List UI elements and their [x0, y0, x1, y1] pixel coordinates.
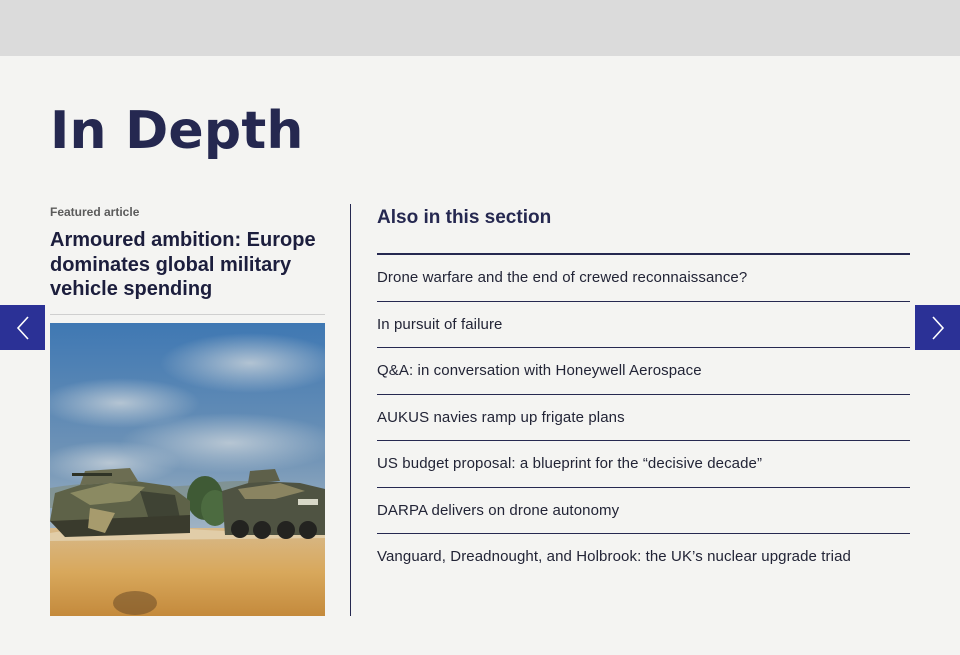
- article-link[interactable]: AUKUS navies ramp up frigate plans: [377, 408, 625, 426]
- article-link[interactable]: In pursuit of failure: [377, 315, 503, 333]
- list-item: [377, 302, 910, 349]
- article-link[interactable]: DARPA delivers on drone autonomy: [377, 501, 620, 519]
- top-banner: [0, 0, 960, 56]
- list-item: [377, 395, 910, 442]
- article-link[interactable]: US budget proposal: a blueprint for the “decisive decade”: [377, 455, 763, 473]
- article-link[interactable]: Drone warfare and the end of crewed reconnaissance?: [377, 269, 748, 287]
- armoured-vehicles-photo: [50, 323, 325, 616]
- chevron-right-icon: [930, 315, 946, 341]
- carousel-prev-button[interactable]: [0, 305, 45, 350]
- featured-article: [50, 204, 325, 315]
- chevron-left-icon: [15, 315, 31, 341]
- list-item: [377, 488, 910, 535]
- also-in-section: [377, 204, 910, 580]
- featured-label: Featured article: [50, 205, 140, 219]
- list-item: [377, 348, 910, 395]
- column-divider: [350, 204, 351, 616]
- page-title: In Depth: [50, 101, 304, 161]
- article-link[interactable]: Q&A: in conversation with Honeywell Aerospace: [377, 362, 702, 380]
- section-title: Also in this section: [377, 204, 910, 255]
- list-item: [377, 534, 910, 580]
- section-list: [377, 255, 910, 580]
- carousel-next-button[interactable]: [915, 305, 960, 350]
- list-item: [377, 441, 910, 488]
- list-item: [377, 255, 910, 302]
- featured-headline-link[interactable]: Armoured ambition: Europe dominates global military vehicle spending: [50, 228, 325, 315]
- article-link[interactable]: Vanguard, Dreadnought, and Holbrook: the UK’s nuclear upgrade triad: [377, 548, 851, 566]
- featured-image[interactable]: [50, 323, 325, 616]
